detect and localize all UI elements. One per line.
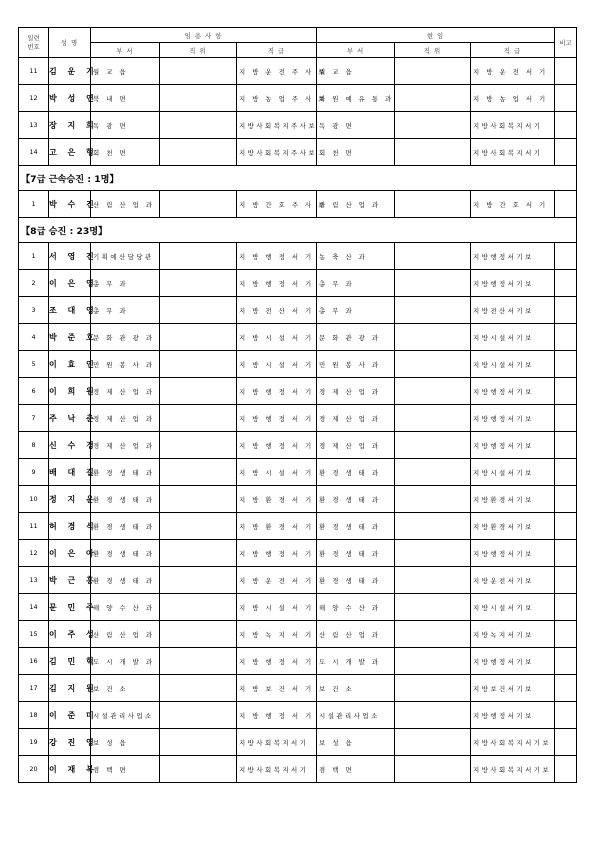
section-heading: 【8급 승진 : 23명】	[19, 218, 577, 243]
table-row	[19, 621, 577, 648]
name-cell: 문 민 주	[49, 594, 91, 621]
appointment-position-cell	[160, 540, 237, 567]
name-cell: 주 낙 춘	[49, 405, 91, 432]
appointment-grade-cell: 지 방 시 설 서 기	[237, 459, 317, 486]
name-cell: 김 운 기	[49, 58, 91, 85]
remarks-cell	[555, 378, 577, 405]
current-grade-cell: 지방전산서기보	[471, 297, 555, 324]
name-cell: 고 은 형	[49, 139, 91, 166]
name-cell: 정 지 운	[49, 486, 91, 513]
remarks-cell	[555, 486, 577, 513]
current-dept-cell: 해 양 수 산 과	[317, 594, 395, 621]
table-row	[19, 191, 577, 218]
current-dept-cell: 환 경 생 태 과	[317, 567, 395, 594]
serial-number-cell: 8	[19, 432, 49, 459]
current-grade-cell: 지 방 운 전 서 기	[471, 58, 555, 85]
appointment-dept-cell: 경 제 산 업 과	[91, 378, 160, 405]
serial-number-cell: 13	[19, 112, 49, 139]
name-cell: 강 진 영	[49, 729, 91, 756]
name-cell: 신 수 경	[49, 432, 91, 459]
appointment-position-cell	[160, 324, 237, 351]
current-position-cell	[395, 191, 471, 218]
appointment-grade-cell: 지 방 행 정 서 기	[237, 702, 317, 729]
current-position-cell	[395, 486, 471, 513]
current-dept-cell: 산 림 산 업 과	[317, 621, 395, 648]
serial-number-cell: 2	[19, 270, 49, 297]
table-row	[19, 729, 577, 756]
name-cell: 이 희 원	[49, 378, 91, 405]
appointment-dept-cell: 환 경 생 태 과	[91, 540, 160, 567]
appointment-dept-cell: 환 경 생 태 과	[91, 513, 160, 540]
remarks-cell	[555, 85, 577, 112]
appointment-table	[18, 27, 577, 783]
table-row	[19, 270, 577, 297]
remarks-cell	[555, 675, 577, 702]
serial-number-cell: 1	[19, 191, 49, 218]
serial-number-cell: 5	[19, 351, 49, 378]
current-grade-cell: 지방사회복지서기	[471, 112, 555, 139]
current-position-cell	[395, 324, 471, 351]
appointment-dept-cell: 민 원 봉 사 과	[91, 351, 160, 378]
appointment-position-cell	[160, 191, 237, 218]
table-row	[19, 139, 577, 166]
appointment-grade-cell: 지 방 운 전 서 기	[237, 567, 317, 594]
table-row	[19, 648, 577, 675]
current-position-cell	[395, 139, 471, 166]
name-cell: 김 지 원	[49, 675, 91, 702]
current-dept-cell: 경 제 산 업 과	[317, 378, 395, 405]
table-row	[19, 540, 577, 567]
name-cell: 박 성 연	[49, 85, 91, 112]
current-dept-cell: 겸 백 면	[317, 756, 395, 783]
appointment-grade-cell: 지 방 행 정 서 기	[237, 540, 317, 567]
appointment-document	[18, 27, 576, 783]
current-grade-cell: 지방행정서기보	[471, 405, 555, 432]
serial-number-cell: 14	[19, 594, 49, 621]
appointment-grade-cell: 지 방 간 호 주 사 보	[237, 191, 317, 218]
current-grade-cell: 지방환경서기보	[471, 513, 555, 540]
serial-number-cell: 18	[19, 702, 49, 729]
header-appointment: 임 용 사 항	[91, 28, 317, 43]
header-cur-grade: 직 급	[471, 43, 555, 58]
current-grade-cell: 지 방 농 업 서 기	[471, 85, 555, 112]
appointment-position-cell	[160, 702, 237, 729]
appointment-dept-cell: 총 무 과	[91, 270, 160, 297]
header-cur-position: 직 위	[395, 43, 471, 58]
appointment-grade-cell: 지 방 행 정 서 기	[237, 405, 317, 432]
remarks-cell	[555, 191, 577, 218]
current-grade-cell: 지 방 간 호 서 기	[471, 191, 555, 218]
current-dept-cell: 환 경 생 태 과	[317, 540, 395, 567]
remarks-cell	[555, 594, 577, 621]
name-cell: 허 경 식	[49, 513, 91, 540]
table-row	[19, 486, 577, 513]
serial-number-cell: 11	[19, 513, 49, 540]
appointment-dept-cell: 북 내 면	[91, 85, 160, 112]
appointment-grade-cell: 지 방 농 업 주 사 보	[237, 85, 317, 112]
appointment-grade-cell: 지 방 운 전 주 사 보	[237, 58, 317, 85]
serial-number-cell: 20	[19, 756, 49, 783]
appointment-position-cell	[160, 112, 237, 139]
current-position-cell	[395, 297, 471, 324]
remarks-cell	[555, 58, 577, 85]
serial-number-cell: 7	[19, 405, 49, 432]
table-row	[19, 85, 577, 112]
appointment-position-cell	[160, 486, 237, 513]
current-grade-cell: 지방사회복지서기보	[471, 756, 555, 783]
name-cell: 장 지 희	[49, 112, 91, 139]
table-row	[19, 567, 577, 594]
current-grade-cell: 지방행정서기보	[471, 540, 555, 567]
appointment-position-cell	[160, 567, 237, 594]
current-dept-cell: 농 축 산 과	[317, 243, 395, 270]
remarks-cell	[555, 243, 577, 270]
name-cell: 서 영 진	[49, 243, 91, 270]
appointment-grade-cell: 지 방 시 설 서 기	[237, 594, 317, 621]
name-cell: 이 은 아	[49, 540, 91, 567]
appointment-dept-cell: 겸 백 면	[91, 756, 160, 783]
current-grade-cell: 지방사회복지서기	[471, 139, 555, 166]
remarks-cell	[555, 729, 577, 756]
remarks-cell	[555, 324, 577, 351]
serial-number-cell: 1	[19, 243, 49, 270]
serial-number-cell: 3	[19, 297, 49, 324]
appointment-position-cell	[160, 648, 237, 675]
current-dept-cell: 경 제 산 업 과	[317, 432, 395, 459]
appointment-grade-cell: 지 방 시 설 서 기	[237, 351, 317, 378]
section-heading: 【7급 근속승진 : 1명】	[19, 166, 577, 191]
appointment-grade-cell: 지방사회복지주사보	[237, 112, 317, 139]
current-position-cell	[395, 513, 471, 540]
current-dept-cell: 총 무 과	[317, 297, 395, 324]
current-dept-cell: 환 경 생 태 과	[317, 459, 395, 486]
section-heading-row	[19, 166, 577, 191]
current-position-cell	[395, 459, 471, 486]
remarks-cell	[555, 756, 577, 783]
appointment-grade-cell: 지방사회복지서기	[237, 756, 317, 783]
current-grade-cell: 지방보건서기보	[471, 675, 555, 702]
current-grade-cell: 지방행정서기보	[471, 432, 555, 459]
name-cell: 이 재 복	[49, 756, 91, 783]
name-cell: 박 근 홍	[49, 567, 91, 594]
appointment-dept-cell: 회 천 면	[91, 139, 160, 166]
name-cell: 박 준 호	[49, 324, 91, 351]
current-dept-cell: 산 림 산 업 과	[317, 191, 395, 218]
current-position-cell	[395, 243, 471, 270]
current-dept-cell: 경 제 산 업 과	[317, 405, 395, 432]
header-remarks: 비고	[555, 28, 577, 58]
remarks-cell	[555, 405, 577, 432]
appointment-position-cell	[160, 405, 237, 432]
remarks-cell	[555, 567, 577, 594]
serial-number-cell: 16	[19, 648, 49, 675]
table-row	[19, 324, 577, 351]
serial-number-cell: 4	[19, 324, 49, 351]
current-position-cell	[395, 270, 471, 297]
appointment-grade-cell: 지 방 행 정 서 기	[237, 648, 317, 675]
table-row	[19, 297, 577, 324]
remarks-cell	[555, 459, 577, 486]
appointment-position-cell	[160, 139, 237, 166]
serial-number-cell: 6	[19, 378, 49, 405]
serial-number-cell: 9	[19, 459, 49, 486]
current-dept-cell: 보 성 읍	[317, 729, 395, 756]
current-dept-cell: 시설관리사업소	[317, 702, 395, 729]
appointment-position-cell	[160, 675, 237, 702]
table-row	[19, 112, 577, 139]
header-cur-dept: 부 서	[317, 43, 395, 58]
current-grade-cell: 지방운전서기보	[471, 567, 555, 594]
name-cell: 이 효 인	[49, 351, 91, 378]
serial-number-cell: 13	[19, 567, 49, 594]
appointment-dept-cell: 보 건 소	[91, 675, 160, 702]
current-dept-cell: 독 광 면	[317, 112, 395, 139]
appointment-position-cell	[160, 513, 237, 540]
current-grade-cell: 지방행정서기보	[471, 378, 555, 405]
current-position-cell	[395, 756, 471, 783]
table-row	[19, 459, 577, 486]
appointment-position-cell	[160, 378, 237, 405]
appointment-dept-cell: 환 경 생 태 과	[91, 486, 160, 513]
table-row	[19, 351, 577, 378]
current-grade-cell: 지방행정서기보	[471, 648, 555, 675]
current-dept-cell: 총 무 과	[317, 270, 395, 297]
appointment-dept-cell: 경 제 산 업 과	[91, 405, 160, 432]
serial-number-cell: 12	[19, 85, 49, 112]
header-current: 현 임	[317, 28, 555, 43]
appointment-dept-cell: 환 경 생 태 과	[91, 459, 160, 486]
current-position-cell	[395, 432, 471, 459]
header-serial: 일련 번호	[19, 28, 49, 58]
appointment-position-cell	[160, 58, 237, 85]
name-cell: 김 민 혁	[49, 648, 91, 675]
appointment-dept-cell: 총 무 과	[91, 297, 160, 324]
name-cell: 이 주 성	[49, 621, 91, 648]
appointment-position-cell	[160, 729, 237, 756]
appointment-grade-cell: 지방사회복지서기	[237, 729, 317, 756]
appointment-dept-cell: 독 광 면	[91, 112, 160, 139]
current-dept-cell: 환 경 생 태 과	[317, 486, 395, 513]
remarks-cell	[555, 540, 577, 567]
current-dept-cell: 월 교 읍	[317, 58, 395, 85]
name-cell: 박 수 진	[49, 191, 91, 218]
table-row	[19, 243, 577, 270]
appointment-position-cell	[160, 432, 237, 459]
current-grade-cell: 지방환경서기보	[471, 486, 555, 513]
current-dept-cell: 도 시 개 발 과	[317, 648, 395, 675]
appointment-dept-cell: 월 교 읍	[91, 58, 160, 85]
current-grade-cell: 지방행정서기보	[471, 702, 555, 729]
header-appt-dept: 부 서	[91, 43, 160, 58]
appointment-dept-cell: 경 제 산 업 과	[91, 432, 160, 459]
table-row	[19, 378, 577, 405]
appointment-position-cell	[160, 351, 237, 378]
current-position-cell	[395, 58, 471, 85]
serial-number-cell: 15	[19, 621, 49, 648]
appointment-grade-cell: 지 방 시 설 서 기	[237, 324, 317, 351]
current-position-cell	[395, 351, 471, 378]
serial-number-cell: 12	[19, 540, 49, 567]
name-cell: 이 준 미	[49, 702, 91, 729]
table-row	[19, 513, 577, 540]
remarks-cell	[555, 648, 577, 675]
header-row-1	[19, 28, 577, 43]
appointment-dept-cell: 기획예산담당관	[91, 243, 160, 270]
serial-number-cell: 19	[19, 729, 49, 756]
appointment-dept-cell: 도 시 개 발 과	[91, 648, 160, 675]
current-grade-cell: 지방사회복지서기보	[471, 729, 555, 756]
current-position-cell	[395, 729, 471, 756]
serial-number-cell: 14	[19, 139, 49, 166]
appointment-grade-cell: 지 방 환 경 서 기	[237, 486, 317, 513]
appointment-dept-cell: 보 성 읍	[91, 729, 160, 756]
current-dept-cell: 회 천 면	[317, 139, 395, 166]
remarks-cell	[555, 702, 577, 729]
current-position-cell	[395, 405, 471, 432]
appointment-dept-cell: 해 양 수 산 과	[91, 594, 160, 621]
table-row	[19, 756, 577, 783]
table-row	[19, 405, 577, 432]
current-dept-cell: 환 경 생 태 과	[317, 513, 395, 540]
remarks-cell	[555, 621, 577, 648]
appointment-position-cell	[160, 594, 237, 621]
current-position-cell	[395, 378, 471, 405]
current-position-cell	[395, 567, 471, 594]
appointment-position-cell	[160, 85, 237, 112]
serial-number-cell: 10	[19, 486, 49, 513]
current-grade-cell: 지방녹지서기보	[471, 621, 555, 648]
table-row	[19, 58, 577, 85]
current-dept-cell: 보 건 소	[317, 675, 395, 702]
name-cell: 조 대 영	[49, 297, 91, 324]
current-grade-cell: 지방시설서기보	[471, 324, 555, 351]
appointment-position-cell	[160, 621, 237, 648]
header-name: 성 명	[49, 28, 91, 58]
table-row	[19, 594, 577, 621]
current-position-cell	[395, 594, 471, 621]
table-row	[19, 675, 577, 702]
current-grade-cell: 지방행정서기보	[471, 270, 555, 297]
current-position-cell	[395, 648, 471, 675]
remarks-cell	[555, 297, 577, 324]
current-position-cell	[395, 85, 471, 112]
name-cell: 이 은 영	[49, 270, 91, 297]
appointment-dept-cell: 산 림 산 업 과	[91, 621, 160, 648]
current-position-cell	[395, 112, 471, 139]
appointment-dept-cell: 문 화 관 광 과	[91, 324, 160, 351]
remarks-cell	[555, 112, 577, 139]
appointment-grade-cell: 지 방 녹 지 서 기	[237, 621, 317, 648]
remarks-cell	[555, 270, 577, 297]
header-appt-grade: 직 급	[237, 43, 317, 58]
current-dept-cell: 문 화 관 광 과	[317, 324, 395, 351]
appointment-grade-cell: 지 방 행 정 서 기	[237, 270, 317, 297]
appointment-grade-cell: 지 방 행 정 서 기	[237, 243, 317, 270]
appointment-position-cell	[160, 270, 237, 297]
appointment-dept-cell: 시설관리사업소	[91, 702, 160, 729]
appointment-position-cell	[160, 243, 237, 270]
name-cell: 배 대 길	[49, 459, 91, 486]
current-grade-cell: 지방시설서기보	[471, 351, 555, 378]
header-appt-position: 직 위	[160, 43, 237, 58]
current-grade-cell: 지방행정서기보	[471, 243, 555, 270]
appointment-grade-cell: 지 방 행 정 서 기	[237, 378, 317, 405]
remarks-cell	[555, 139, 577, 166]
current-dept-cell: 민 원 봉 사 과	[317, 351, 395, 378]
current-position-cell	[395, 540, 471, 567]
appointment-dept-cell: 산 림 산 업 과	[91, 191, 160, 218]
appointment-grade-cell: 지방사회복지주사보	[237, 139, 317, 166]
header-row-2	[19, 43, 577, 58]
appointment-grade-cell: 지 방 행 정 서 기	[237, 432, 317, 459]
serial-number-cell: 11	[19, 58, 49, 85]
section-heading-row	[19, 218, 577, 243]
remarks-cell	[555, 513, 577, 540]
current-grade-cell: 지방시설서기보	[471, 459, 555, 486]
current-position-cell	[395, 621, 471, 648]
table-row	[19, 432, 577, 459]
appointment-position-cell	[160, 756, 237, 783]
table-row	[19, 702, 577, 729]
remarks-cell	[555, 351, 577, 378]
remarks-cell	[555, 432, 577, 459]
appointment-grade-cell: 지 방 전 산 서 기	[237, 297, 317, 324]
current-position-cell	[395, 702, 471, 729]
current-dept-cell: 차 원 예 유 통 과	[317, 85, 395, 112]
appointment-grade-cell: 지 방 보 건 서 기	[237, 675, 317, 702]
appointment-grade-cell: 지 방 환 경 서 기	[237, 513, 317, 540]
appointment-position-cell	[160, 459, 237, 486]
current-grade-cell: 지방시설서기보	[471, 594, 555, 621]
serial-number-cell: 17	[19, 675, 49, 702]
appointment-dept-cell: 환 경 생 태 과	[91, 567, 160, 594]
appointment-position-cell	[160, 297, 237, 324]
current-position-cell	[395, 675, 471, 702]
